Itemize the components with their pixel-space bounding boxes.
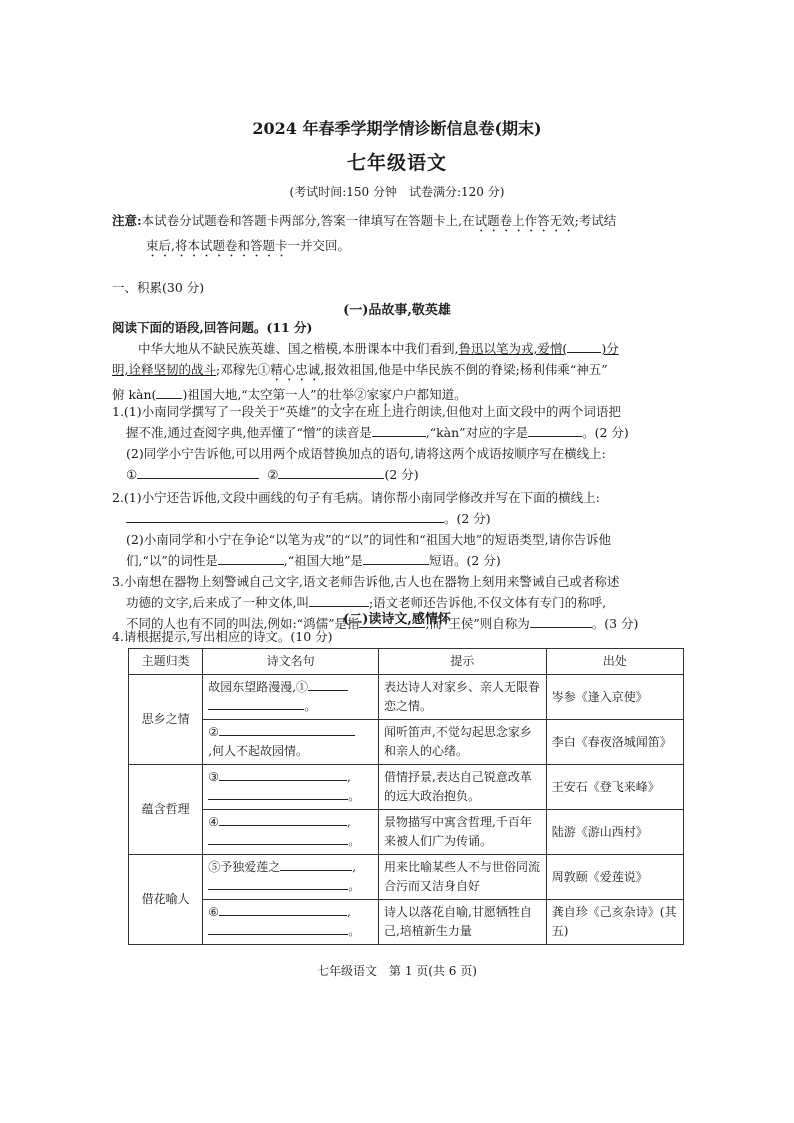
q2-phrase-type-blank[interactable] <box>363 552 429 565</box>
q2-line-1: 2.(1)小宁还告诉他,文段中画线的句子有毛病。请你帮小南同学修改并写在下面的横线上: <box>112 490 600 505</box>
question-4: 4.请根据提示,写出相应的诗文。(10 分) <box>112 629 333 644</box>
tip-cell: 诗人以落花自喻,甘愿牺牲自己,培植新生力量 <box>379 900 547 945</box>
q1-text-2a: 握不准,通过查阅字典,他弄懂了“憎”的读音是 <box>126 425 372 440</box>
passage-dotted-1: 精心忠诚 <box>270 362 321 377</box>
table-row <box>129 810 684 855</box>
passage-text-5: )祖国大地,“太空第一人”的 <box>182 387 330 402</box>
source-cell: 王安石《登飞来峰》 <box>546 765 683 810</box>
tip-cell: 景物描写中寓含哲理,千百年来被人们广为传诵。 <box>379 810 547 855</box>
poem-cell: ③ , 。 <box>203 765 379 810</box>
character-blank-kan[interactable] <box>156 386 182 399</box>
poem-text: ② <box>208 725 219 739</box>
tip-cell: 表达诗人对家乡、亲人无限眷恋之情。 <box>379 675 547 720</box>
poem-blank[interactable] <box>208 832 348 845</box>
source-cell: 周敦颐《爱莲说》 <box>546 855 683 900</box>
question-1 <box>112 401 690 485</box>
table-header-row <box>129 649 684 675</box>
q3-text-3a: 不同的人也有不同的叫法,例如:“鸿儒”是指 <box>126 616 360 631</box>
q1-idiom-blank-1[interactable] <box>137 466 259 479</box>
poem-blank[interactable] <box>219 723 355 736</box>
notice-label: 注意: <box>112 213 142 228</box>
header-poem: 诗文名句 <box>203 649 379 675</box>
q2-text-4c: 短语。(2 分) <box>429 553 501 568</box>
passage-text-4: 俯 kàn( <box>112 387 157 402</box>
poem-blank[interactable] <box>280 858 352 871</box>
poem-blank[interactable] <box>208 877 348 890</box>
table-row <box>129 855 684 900</box>
passage-text-1: 中华大地从不缺民族英雄、国之楷模,本册课本中我们看到, <box>138 341 459 356</box>
poem-text: ,何人不起故园情。 <box>208 744 309 758</box>
poem-blank[interactable] <box>219 903 347 916</box>
poem-text: 。 <box>348 924 361 938</box>
poem-text: ⑥ <box>208 905 219 919</box>
passage-dotted-3: 家家户户 <box>366 387 417 402</box>
passage-text-2: ;邓稼先① <box>215 362 271 377</box>
poem-text: ④ <box>208 815 219 829</box>
q3-line-1: 3.小南想在器物上刻警诫自己文字,语文老师告诉他,古人也在器物上刻用来警诫自己或者称述 <box>112 574 620 589</box>
source-cell: 李白《春夜洛城闻笛》 <box>546 720 683 765</box>
tip-cell: 用来比喻某些人不与世俗同流合污而又洁身自好 <box>379 855 547 900</box>
source-cell: 龚自珍《己亥杂诗》(其五) <box>546 900 683 945</box>
table-row <box>129 720 684 765</box>
reading-passage <box>112 338 690 409</box>
q1-text-2c: 。(2 分) <box>582 425 629 440</box>
q2-part-of-speech-blank[interactable] <box>218 552 284 565</box>
poem-blank[interactable] <box>208 697 304 710</box>
poem-text: 。 <box>304 699 317 713</box>
q1-text-2b: ,“kàn”对应的字是 <box>425 425 529 440</box>
poem-text: 。 <box>348 789 361 803</box>
notice-emphasis-1: 试题卷上作答无效 <box>474 213 575 228</box>
category-cell: 蕴含哲理 <box>129 765 203 855</box>
table-row <box>129 675 684 720</box>
table-row <box>129 765 684 810</box>
passage-text-6: ② <box>354 387 367 402</box>
q2-line-3: (2)小南同学和小宁在争论“以笔为戎”的“以”的词性和“祖国大地”的短语类型,请你告诉他 <box>126 532 612 547</box>
q2-text-2: 。(2 分) <box>444 511 491 526</box>
notice-text-1: 本试卷分试题卷和答题卡两部分,答案一律填写在答题卡上,在 <box>141 213 475 228</box>
table-row <box>129 900 684 945</box>
category-cell: 思乡之情 <box>129 675 203 765</box>
exam-info: (考试时间:150 分钟 试卷满分:120 分) <box>289 185 505 199</box>
poem-blank[interactable] <box>208 787 348 800</box>
reading-instruction: 阅读下面的语段,回答问题。(11 分) <box>112 320 313 335</box>
source-cell: 陆游《游山西村》 <box>546 810 683 855</box>
poem-cell: ⑥ , 。 <box>203 900 379 945</box>
q1-answer-blank-1[interactable] <box>372 424 426 437</box>
part-two-title: (二)读诗文,感情怀 <box>343 612 451 627</box>
poem-cell: ④ , 。 <box>203 810 379 855</box>
poem-blank[interactable] <box>219 813 347 826</box>
header-tip: 提示 <box>379 649 547 675</box>
passage-dotted-2: 壮举 <box>329 387 355 402</box>
q1-answer-blank-2[interactable] <box>528 424 582 437</box>
q1-line-1: 1.(1)小南同学撰写了一段关于“英雄”的文字在班上进行朗读,但他对上面文段中的两个词语把 <box>112 404 621 419</box>
q3-text-2b: ;语文老师还告诉他,不仅文体有专门的称呼, <box>368 595 607 610</box>
poem-text: ⑤予独爱莲之 <box>208 860 281 874</box>
poem-cell: ⑤予独爱莲之 , 。 <box>203 855 379 900</box>
notice-text-2: ;考试结 <box>574 213 617 228</box>
q3-text-2a: 功德的文字,后来成了一种文体,叫 <box>126 595 309 610</box>
page-footer: 七年级语文 第 1 页(共 6 页) <box>317 964 477 978</box>
pinyin-blank-zeng[interactable] <box>567 340 601 353</box>
poem-blank[interactable] <box>208 922 348 935</box>
q1-text-4a: ① <box>126 467 138 482</box>
category-cell: 借花喻人 <box>129 855 203 945</box>
q2-text-4a: 们,“以”的词性是 <box>126 553 218 568</box>
source-cell: 岑参《逢入京使》 <box>546 675 683 720</box>
exam-subject: 七年级语文 <box>346 152 447 174</box>
notice-emphasis-2: 束后,将本试题卷和答题卡 <box>146 238 288 253</box>
header-source: 出处 <box>546 649 683 675</box>
q1-text-4c: (2 分) <box>384 467 419 482</box>
notice <box>112 210 690 260</box>
q1-line-3: (2)同学小宁告诉他,可以用两个成语替换加点的语句,请将这两个成语按顺序写在横线上: <box>126 446 606 461</box>
q3-text-3c: 。(3 分) <box>591 616 639 631</box>
poem-text: ③ <box>208 770 219 784</box>
passage-underlined-3: 明,诠释坚韧的战斗 <box>112 362 216 377</box>
q1-text-4b: ② <box>267 467 279 482</box>
q2-text-4b: ,“祖国大地”是 <box>283 553 364 568</box>
passage-text-7: 都知道。 <box>416 387 467 402</box>
poem-text: 故园东望路漫漫,① <box>208 680 309 694</box>
notice-text-3: 一并交回。 <box>287 238 350 253</box>
q2-correction-blank[interactable] <box>126 510 444 523</box>
question-2 <box>112 487 690 571</box>
part-one-title: (一)品故事,敬英雄 <box>343 303 451 318</box>
section-heading: 一、积累(30 分) <box>112 280 205 295</box>
poem-table <box>128 648 684 945</box>
poem-text: 。 <box>348 879 361 893</box>
header-category: 主题归类 <box>129 649 203 675</box>
passage-underlined-2: )分 <box>601 341 619 356</box>
passage-underlined-1: 鲁迅以笔为戎,爱憎( <box>458 341 568 356</box>
passage-text-3: ,报效祖国,他是中华民族不倒的脊梁;杨利伟乘“神五” <box>320 362 608 377</box>
poem-blank[interactable] <box>219 768 347 781</box>
q3-genre-blank[interactable] <box>309 594 369 607</box>
tip-cell: 借情抒景,表达自己锐意改革的远大政治抱负。 <box>379 765 547 810</box>
poem-blank[interactable] <box>308 678 348 691</box>
poem-cell <box>203 675 379 720</box>
tip-cell: 闻听笛声,不觉勾起思念家乡和亲人的心绪。 <box>379 720 547 765</box>
poem-cell <box>203 720 379 765</box>
q3-text-3b: ,而“王侯”则自称为 <box>425 616 530 631</box>
exam-title: 2024 年春季学期学情诊断信息卷(期末) <box>252 119 542 138</box>
poem-text: 。 <box>348 834 361 848</box>
q1-idiom-blank-2[interactable] <box>278 466 384 479</box>
